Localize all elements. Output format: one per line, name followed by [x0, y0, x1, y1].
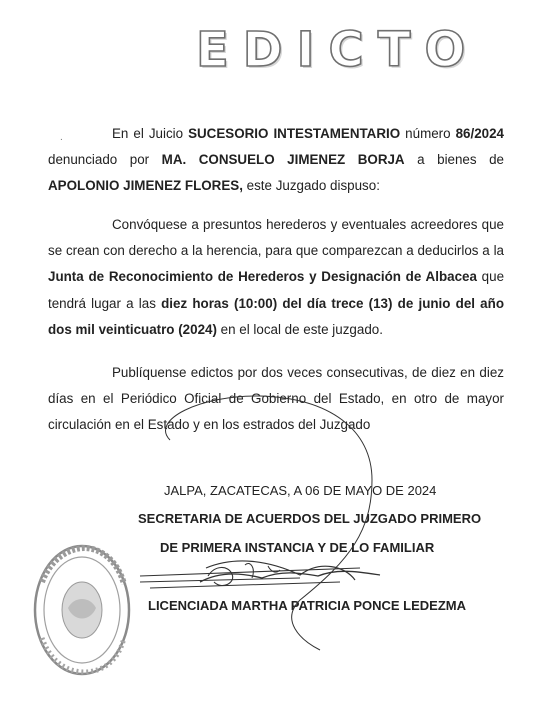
p2-text-2: que tendrá lugar a las	[48, 269, 505, 311]
p2-meeting-name: Junta de Reconocimiento de Herederos y Designación de Albacea	[48, 269, 477, 285]
p2-text-3: en el local de este juzgado.	[216, 321, 383, 337]
p1-text-4: a bienes de	[404, 152, 505, 168]
paragraph-publication	[48, 360, 504, 439]
p1-text-5: este Juzgado dispuso:	[242, 178, 380, 194]
p1-text-1: En el Juicio	[112, 126, 189, 141]
margin-dot: .	[60, 132, 63, 143]
office-line-1: SECRETARIA DE ACUERDOS DEL JUZGADO PRIMERO	[138, 511, 482, 526]
p1-case-type: SUCESORIO INTESTAMENTARIO	[188, 126, 401, 141]
paragraph-lawsuit	[48, 121, 504, 200]
signer-name: LICENCIADA MARTHA PATRICIA PONCE LEDEZMA	[148, 598, 467, 613]
p1-deceased: APOLONIO JIMENEZ FLORES,	[48, 178, 243, 194]
p1-claimant: MA. CONSUELO JIMENEZ BORJA	[161, 152, 405, 168]
p1-case-number: 86/2024	[455, 126, 504, 141]
p1-text-2: número	[400, 126, 456, 141]
p2-text-1: Convóquese a presuntos herederos y eventuales acreedores que se crean con derecho a la herencia, para que comparezcan a deducirlos a la	[48, 217, 504, 259]
office-line-2: DE PRIMERA INSTANCIA Y DE LO FAMILIAR	[160, 540, 435, 555]
p2-meeting-date: diez horas (10:00) del día trece (13) de junio del año dos mil veinticuatro (2024)	[48, 295, 504, 337]
court-seal-icon	[32, 542, 132, 678]
document-title: EDICTO	[196, 22, 480, 78]
place-date: JALPA, ZACATECAS, A 06 DE MAYO DE 2024	[164, 483, 437, 498]
p1-text-3: denunciado por	[48, 152, 162, 168]
paragraph-summons	[48, 212, 504, 343]
p3-text: Publíquense edictos por dos veces consecutivas, de diez en diez días en el Periódico Oficial de Gobierno del Estado, en otro de mayor circulación en el Estado y en los estrados del Juzgado	[48, 365, 504, 433]
